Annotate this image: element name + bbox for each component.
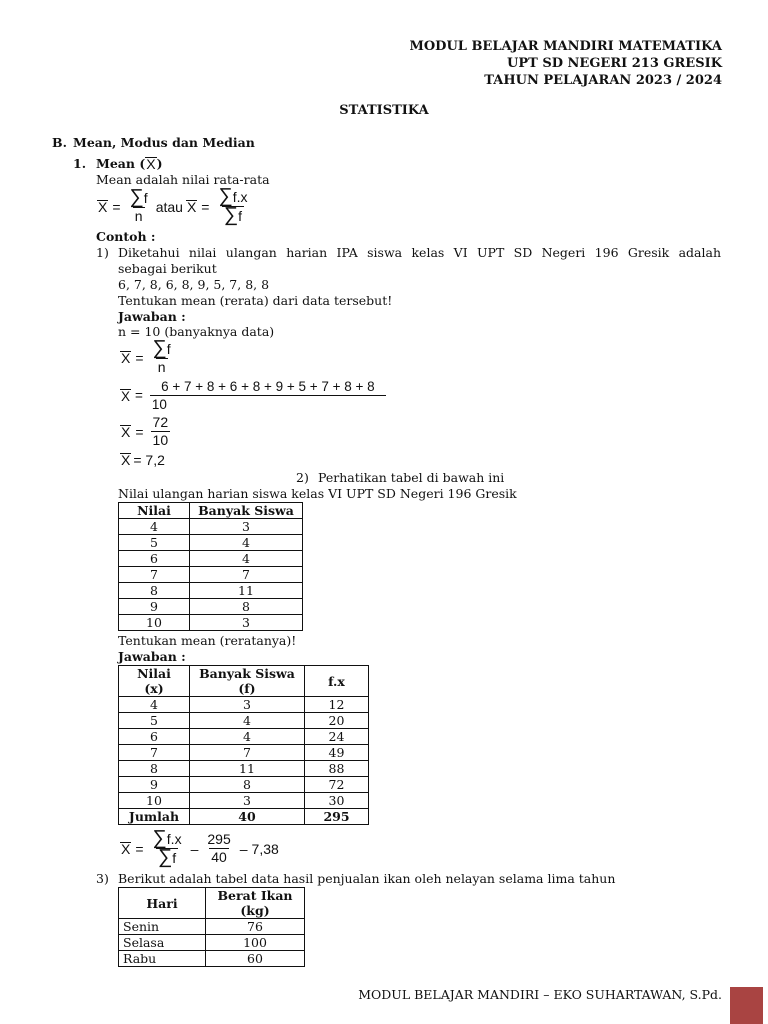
example-3-text: Berikut adalah tabel data hasil penjualan ikan oleh nelayan selama lima tahun: [118, 871, 616, 886]
table-row: [119, 615, 303, 631]
table-row: [119, 951, 305, 967]
mean-heading-end: ): [156, 156, 163, 171]
example-1-text: Diketahui nilai ulangan harian IPA siswa kelas VI UPT SD Negeri 196 Gresik adalah: [118, 245, 721, 260]
fraction: [150, 378, 386, 413]
numerator: f: [166, 341, 171, 357]
table-cell: 7: [190, 567, 303, 583]
table-row: [119, 599, 303, 615]
result-value: 7,38: [251, 840, 279, 857]
table-cell: 5: [119, 535, 190, 551]
example-1-question: Tentukan mean (rerata) dari data tersebut!: [118, 293, 393, 308]
table-cell: 12: [305, 697, 369, 713]
example-2-question: Tentukan mean (reratanya)!: [118, 633, 297, 648]
xbar-symbol: X: [121, 350, 131, 366]
fraction: [205, 831, 232, 866]
example-2-caption: Nilai ulangan harian siswa kelas VI UPT SD Negeri 196 Gresik: [118, 486, 517, 501]
xbar-symbol: X: [121, 423, 131, 440]
numerator: f.x: [166, 831, 182, 847]
numerator: 295: [207, 831, 231, 847]
denominator: f: [238, 208, 243, 224]
denominator: 40: [211, 849, 227, 865]
table-header-row: [119, 503, 303, 519]
page-title: STATISTIKA: [339, 103, 429, 118]
table-row: [119, 745, 369, 761]
table-cell: 4: [190, 729, 305, 745]
table-row: [119, 729, 369, 745]
table-cell: 8: [119, 583, 190, 599]
table-cell: 3: [190, 519, 303, 535]
table-row: [119, 519, 303, 535]
numerator: f: [143, 189, 148, 206]
table-cell: 40: [190, 809, 305, 825]
example-2-number: 2): [296, 470, 309, 485]
table-row: [119, 567, 303, 583]
column-header: Hari: [119, 888, 206, 919]
minus-sign: –: [239, 840, 248, 857]
numerator: 6 + 7 + 8 + 6 + 8 + 9 + 5 + 7 + 8 + 8: [161, 379, 375, 394]
column-header: Banyak Siswa: [190, 503, 303, 519]
table-cell: 8: [190, 599, 303, 615]
column-header: Banyak Siswa (f): [190, 666, 305, 697]
fraction: [151, 827, 184, 868]
table-total-row: [119, 809, 369, 825]
example-1-result: [120, 452, 165, 468]
table-cell: 10: [119, 615, 190, 631]
table-row: [119, 535, 303, 551]
example-1-data: 6, 7, 8, 6, 8, 9, 5, 7, 8, 8: [118, 277, 270, 292]
document-header: [409, 38, 722, 89]
table-cell: Selasa: [119, 935, 206, 951]
table-row: [119, 777, 369, 793]
mean-number: 1.: [73, 156, 87, 171]
example-2-answer-label: Jawaban :: [118, 649, 186, 664]
table-header-row: [119, 888, 305, 919]
or-word: atau: [155, 198, 183, 215]
table-cell: 4: [190, 535, 303, 551]
table-cell: 5: [119, 713, 190, 729]
sigma-symbol: ∑: [152, 337, 167, 359]
table-row: [119, 793, 369, 809]
table-cell: 76: [206, 919, 305, 935]
xbar-symbol: X: [121, 388, 131, 404]
table-cell: Rabu: [119, 951, 206, 967]
table-cell: 3: [190, 697, 305, 713]
fraction-sum-fx-over-sum-f: [216, 185, 249, 226]
minus-sign: –: [190, 840, 199, 857]
mean-definition: Mean adalah nilai rata-rata: [96, 172, 270, 187]
table-cell: 6: [119, 551, 190, 567]
sigma-symbol: ∑: [157, 846, 173, 868]
fraction: [151, 337, 173, 376]
header-line-1: MODUL BELAJAR MANDIRI MATEMATIKA: [409, 39, 722, 54]
table-cell: 10: [119, 793, 190, 809]
table-cell: 3: [190, 615, 303, 631]
header-line-3: TAHUN PELAJARAN 2023 / 2024: [484, 73, 722, 88]
table-cell: 4: [119, 697, 190, 713]
table-cell: 7: [119, 745, 190, 761]
xbar-symbol: X: [146, 156, 156, 172]
table-cell: Jumlah: [119, 809, 190, 825]
fraction-sum-f-over-n: [128, 185, 150, 225]
table-row: [119, 551, 303, 567]
table-cell: 8: [119, 761, 190, 777]
table-cell: 6: [119, 729, 190, 745]
example-2-intro: Perhatikan tabel di bawah ini: [318, 470, 505, 485]
denominator: 10: [152, 432, 169, 448]
equals-sign: =: [201, 198, 210, 215]
example-1-step-3: [120, 414, 173, 449]
denominator: 10: [150, 395, 386, 413]
table-cell: 60: [206, 951, 305, 967]
table-cell: 295: [305, 809, 369, 825]
data-table-1: [118, 502, 303, 631]
column-header: Nilai (x): [119, 666, 190, 697]
sigma-symbol: ∑: [129, 185, 144, 208]
table-row: [119, 697, 369, 713]
xbar-symbol: X: [98, 198, 108, 215]
equals-sign: =: [135, 387, 143, 403]
table-cell: Senin: [119, 919, 206, 935]
example-1-n-line: n = 10 (banyaknya data): [118, 324, 275, 339]
table-header-row: [119, 666, 369, 697]
example-1-answer-label: Jawaban :: [118, 309, 186, 324]
example-1-step-2: [120, 378, 389, 413]
mean-heading-text: Mean (: [96, 156, 146, 171]
xbar-symbol: X: [121, 452, 131, 468]
table-row: [119, 761, 369, 777]
example-3-number: 3): [96, 871, 109, 886]
data-table-2: [118, 665, 369, 825]
fraction: [151, 414, 171, 449]
example-1-number: 1): [96, 245, 109, 260]
table-cell: 4: [190, 551, 303, 567]
table-cell: 9: [119, 599, 190, 615]
table-cell: 4: [119, 519, 190, 535]
table-cell: 24: [305, 729, 369, 745]
data-table-3: [118, 887, 305, 967]
xbar-symbol: X: [186, 198, 197, 215]
column-header: Nilai: [119, 503, 190, 519]
table-cell: 100: [206, 935, 305, 951]
header-line-2: UPT SD NEGERI 213 GRESIK: [507, 56, 722, 71]
equals-sign: =: [135, 423, 144, 440]
table-row: [119, 919, 305, 935]
section-label: B.: [52, 135, 67, 150]
denominator: f: [172, 850, 177, 866]
table-row: [119, 713, 369, 729]
section-title: Mean, Modus dan Median: [73, 135, 255, 150]
sigma-symbol: ∑: [152, 827, 167, 849]
mean-formula: [97, 185, 253, 226]
table-cell: 7: [190, 745, 305, 761]
numerator: f.x: [232, 189, 248, 205]
table-cell: 11: [190, 583, 303, 599]
numerator: 72: [152, 414, 169, 430]
equals-sign: =: [112, 198, 121, 215]
footer-corner-block: [730, 987, 763, 1024]
page-footer: MODUL BELAJAR MANDIRI – EKO SUHARTAWAN, S.Pd.: [358, 987, 722, 1002]
column-header: Berat Ikan (kg): [206, 888, 305, 919]
mean-heading: [96, 156, 163, 172]
example-2-calculation: [120, 827, 279, 868]
table-row: [119, 583, 303, 599]
table-cell: 9: [119, 777, 190, 793]
table-cell: 30: [305, 793, 369, 809]
table-cell: 49: [305, 745, 369, 761]
table-cell: 3: [190, 793, 305, 809]
table-cell: 4: [190, 713, 305, 729]
table-cell: 8: [190, 777, 305, 793]
result-value: = 7,2: [133, 452, 165, 468]
xbar-symbol: X: [121, 840, 131, 857]
table-cell: 20: [305, 713, 369, 729]
table-cell: 11: [190, 761, 305, 777]
column-header: f.x: [305, 666, 369, 697]
sigma-symbol: ∑: [218, 185, 233, 207]
sigma-symbol: ∑: [223, 204, 239, 226]
denominator: n: [157, 359, 166, 375]
table-cell: 88: [305, 761, 369, 777]
denominator: n: [134, 207, 143, 224]
example-1-step-1: [120, 337, 176, 376]
table-row: [119, 935, 305, 951]
table-cell: 72: [305, 777, 369, 793]
equals-sign: =: [135, 840, 144, 857]
example-1-text-2: sebagai berikut: [118, 261, 217, 276]
equals-sign: =: [135, 350, 144, 366]
table-cell: 7: [119, 567, 190, 583]
example-label: Contoh :: [96, 229, 156, 244]
